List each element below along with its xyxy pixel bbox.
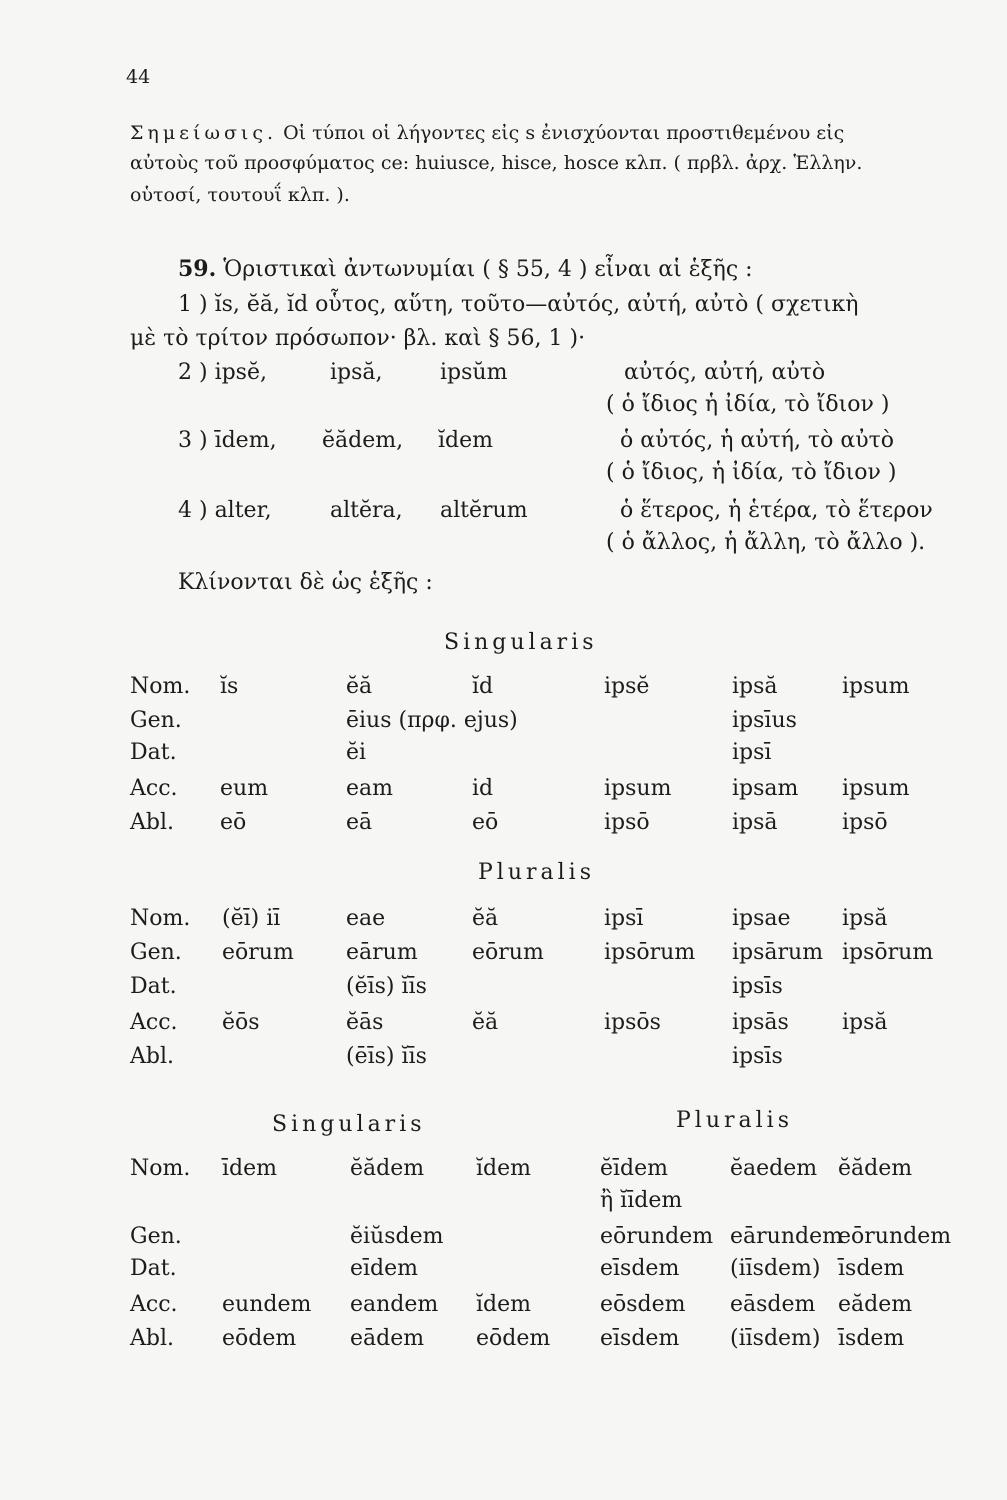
pluralis_rows-row-3-c4: ipsōs (604, 1010, 661, 1035)
singularis_rows-row-0-c3: ĭd (472, 674, 494, 699)
pluralis_rows-row-1-c2: eārum (346, 940, 418, 965)
idem_rows-row-5-c2: eādem (350, 1326, 425, 1351)
pluralis_rows-row-0-c6: ipsă (842, 906, 888, 931)
idem_rows-row-0-c1: īdem (222, 1156, 277, 1181)
idem_rows-row-3-case: Dat. (130, 1256, 177, 1281)
pluralis_rows-row-3-c1: ĕōs (222, 1010, 260, 1035)
idem_rows-row-2-case: Gen. (130, 1224, 182, 1249)
idem_rows-row-4-c5: eāsdem (730, 1292, 816, 1317)
idem_rows-row-5-c4: eīsdem (600, 1326, 680, 1351)
pluralis_rows-row-3-case: Acc. (130, 1010, 178, 1035)
pluralis-heading: Pluralis (478, 860, 596, 885)
idem_rows-row-3-c4: eīsdem (600, 1256, 680, 1281)
idem_rows-row-4-c2: eandem (350, 1292, 439, 1317)
item-3-greek-1: ὁ αὐτός, ἡ αὐτή, τὸ αὐτὸ (620, 428, 894, 453)
idem_rows-row-2-c5: eārundem (730, 1224, 843, 1249)
idem_rows-row-0-c2: ĕădem (350, 1156, 425, 1181)
singularis_rows-row-0-case: Nom. (130, 674, 191, 699)
pluralis_rows-row-4-case: Abl. (130, 1044, 174, 1069)
idem_rows-row-5-case: Abl. (130, 1326, 174, 1351)
idem_rows-row-4-case: Acc. (130, 1292, 178, 1317)
pluralis_rows-row-0-c2: eae (346, 906, 386, 931)
idem_rows-row-0-c4: ĕīdem (600, 1156, 669, 1181)
page-number: 44 (126, 66, 151, 88)
pluralis_rows-row-0-c3: ĕă (472, 906, 499, 931)
pluralis_rows-row-0-case: Nom. (130, 906, 191, 931)
idem-pluralis-heading: Pluralis (676, 1108, 794, 1133)
pluralis_rows-row-0-c4: ipsī (604, 906, 644, 931)
idem_rows-row-4-c3: ĭdem (476, 1292, 531, 1317)
section-title (178, 256, 753, 282)
idem-singularis-heading: Singularis (272, 1112, 426, 1137)
pluralis_rows-row-3-c3: ĕă (472, 1010, 499, 1035)
note-line-1 (130, 118, 844, 149)
pluralis_rows-row-3-c2: ĕās (346, 1010, 384, 1035)
idem_rows-row-2-c4: eōrundem (600, 1224, 714, 1249)
idem_rows-row-0-case: Nom. (130, 1156, 191, 1181)
singularis_rows-row-4-c2: eā (346, 810, 373, 835)
pluralis_rows-row-1-c4: ipsōrum (604, 940, 696, 965)
singularis_rows-row-4-c5: ipsā (732, 810, 778, 835)
item-4-greek-1: ὁ ἕτερος, ἡ ἑτέρα, τὸ ἕτερον (620, 498, 933, 523)
singularis_rows-row-2-c2: ĕi (346, 740, 367, 765)
singularis_rows-row-0-c1: ĭs (220, 674, 239, 699)
pluralis_rows-row-1-c5: ipsārum (732, 940, 824, 965)
singularis_rows-row-3-c6: ipsum (842, 776, 910, 801)
idem_rows-row-5-c1: eōdem (222, 1326, 297, 1351)
idem_rows-row-3-c6: īsdem (838, 1256, 905, 1281)
idem_rows-row-0-c3: ĭdem (476, 1156, 531, 1181)
pluralis_rows-row-2-c5: ipsīs (732, 974, 783, 999)
idem_rows-row-5-c5: (iīsdem) (730, 1326, 821, 1351)
singularis_rows-row-3-c1: eum (220, 776, 269, 801)
singularis_rows-row-0-c5: ipsă (732, 674, 778, 699)
singularis_rows-row-3-c5: ipsam (732, 776, 799, 801)
declension-intro: Κλίνονται δὲ ὡς ἑξῆς : (178, 570, 433, 595)
singularis_rows-row-0-c6: ipsum (842, 674, 910, 699)
item-3-latin-1: 3 ) īdem, (178, 428, 277, 453)
idem_rows-row-0-c6: ĕădem (838, 1156, 913, 1181)
pluralis_rows-row-4-c2: (ēīs) ĭīs (346, 1044, 427, 1069)
idem_rows-row-1-c4: ἢ ĭīdem (600, 1188, 683, 1213)
singularis_rows-row-1-case: Gen. (130, 708, 182, 733)
item-1-line-1: 1 ) ĭs, ĕă, ĭd οὗτος, αὕτη, τοῦτο—αὐτός, αὐτή, αὐτὸ ( σχετικὴ (178, 292, 859, 317)
pluralis_rows-row-4-c5: ipsīs (732, 1044, 783, 1069)
idem_rows-row-3-c2: eīdem (350, 1256, 419, 1281)
pluralis_rows-row-1-c3: eōrum (472, 940, 544, 965)
singularis_rows-row-4-c1: eō (220, 810, 247, 835)
idem_rows-row-2-c2: ĕiŭsdem (350, 1224, 444, 1249)
singularis_rows-row-2-case: Dat. (130, 740, 177, 765)
singularis_rows-row-4-c3: eō (472, 810, 499, 835)
section-number: 59. (178, 256, 217, 282)
singularis_rows-row-4-c4: ipsō (604, 810, 650, 835)
idem_rows-row-0-c5: ĕaedem (730, 1156, 818, 1181)
item-3-latin-2: ĕădem, (322, 428, 404, 453)
item-4-latin-3: altĕrum (440, 498, 528, 523)
singularis_rows-row-3-c3: id (472, 776, 494, 801)
singularis_rows-row-2-c5: ipsī (732, 740, 772, 765)
item-4-latin-2: altĕra, (330, 498, 403, 523)
item-2-greek-2: ( ὁ ἴδιος ἡ ἰδία, τὸ ἴδιον ) (606, 392, 890, 417)
singularis_rows-row-4-case: Abl. (130, 810, 174, 835)
singularis_rows-row-3-c4: ipsum (604, 776, 672, 801)
item-2-latin-1: 2 ) ipsĕ, (178, 360, 267, 385)
pluralis_rows-row-1-case: Gen. (130, 940, 182, 965)
idem_rows-row-4-c4: eōsdem (600, 1292, 686, 1317)
singularis_rows-row-0-c2: ĕă (346, 674, 373, 699)
item-3-greek-2: ( ὁ ἴδιος, ἡ ἰδία, τὸ ἴδιον ) (606, 460, 897, 485)
singularis_rows-row-1-c5: ipsīus (732, 708, 797, 733)
pluralis_rows-row-0-c1: (ĕī) iī (222, 906, 281, 931)
item-3-latin-3: ĭdem (438, 428, 493, 453)
pluralis_rows-row-2-c2: (ĕīs) ĭīs (346, 974, 427, 999)
item-2-latin-3: ipsŭm (440, 360, 508, 385)
note-text-1: Οἱ τύποι οἱ λήγοντες εἰς s ἐνισχύονται προστιθεμένου εἰς (283, 122, 845, 144)
note-line-2: αὐτοὺς τοῦ προσφύματος ce: huiusce, hisce, hosce κλπ. ( πρβλ. ἀρχ. Ἑλλην. (130, 152, 863, 174)
item-4-greek-2: ( ὁ ἄλλος, ἡ ἄλλη, τὸ ἄλλο ). (606, 530, 926, 555)
idem_rows-row-2-c6: eōrundem (838, 1224, 952, 1249)
idem_rows-row-3-c5: (iīsdem) (730, 1256, 821, 1281)
singularis_rows-row-1-c2: ēius (πρφ. ejus) (346, 708, 518, 733)
item-1-line-2: μὲ τὸ τρίτον πρόσωπον· βλ. καὶ § 56, 1 )· (130, 326, 586, 351)
section-title-text: Ὁριστικαὶ ἀντωνυμίαι ( § 55, 4 ) εἶναι αἱ ἑξῆς : (223, 257, 753, 282)
idem_rows-row-4-c6: eădem (838, 1292, 913, 1317)
idem_rows-row-5-c6: īsdem (838, 1326, 905, 1351)
item-2-greek-1: αὐτός, αὐτή, αὐτὸ (624, 360, 826, 385)
item-4-latin-1: 4 ) alter, (178, 498, 272, 523)
note-line-3: οὑτοσί, τουτουΐ κλπ. ). (130, 184, 350, 206)
pluralis_rows-row-3-c5: ipsās (732, 1010, 789, 1035)
pluralis_rows-row-0-c5: ipsae (732, 906, 791, 931)
pluralis_rows-row-2-case: Dat. (130, 974, 177, 999)
idem_rows-row-4-c1: eundem (222, 1292, 312, 1317)
singularis_rows-row-3-case: Acc. (130, 776, 178, 801)
pluralis_rows-row-1-c1: eōrum (222, 940, 294, 965)
item-2-latin-2: ipsă, (330, 360, 383, 385)
note-label: Σημείωσις. (130, 122, 278, 144)
singularis-heading: Singularis (444, 630, 598, 655)
pluralis_rows-row-1-c6: ipsōrum (842, 940, 934, 965)
pluralis_rows-row-3-c6: ipsă (842, 1010, 888, 1035)
singularis_rows-row-0-c4: ipsĕ (604, 674, 650, 699)
idem_rows-row-5-c3: eōdem (476, 1326, 551, 1351)
singularis_rows-row-4-c6: ipsō (842, 810, 888, 835)
singularis_rows-row-3-c2: eam (346, 776, 393, 801)
